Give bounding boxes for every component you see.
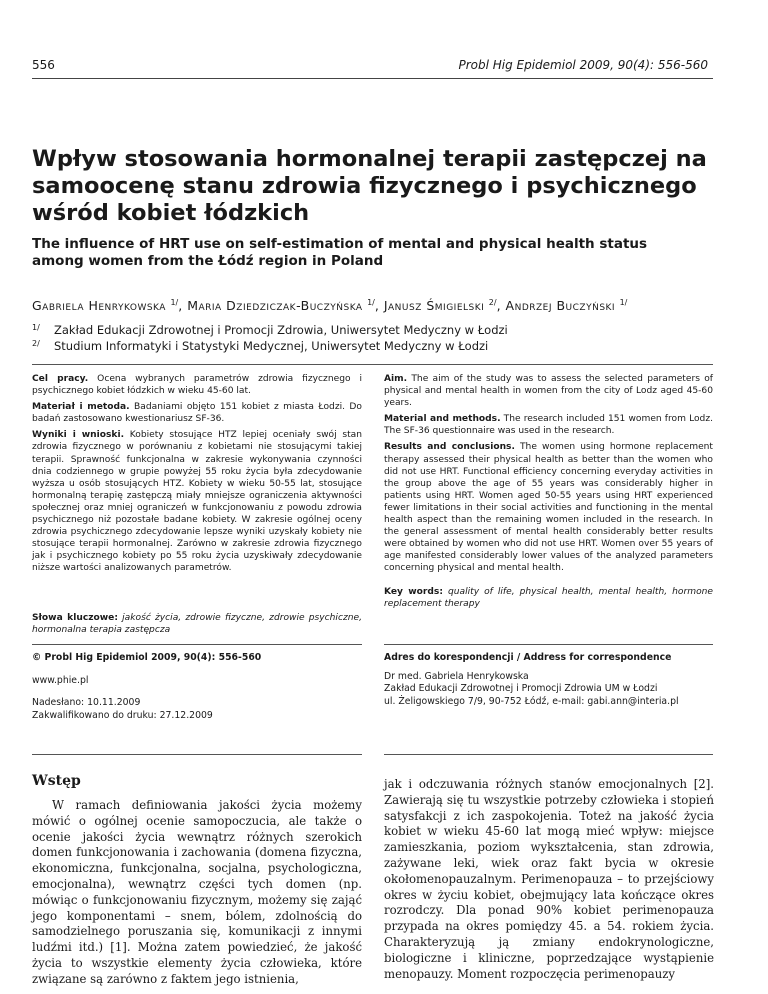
section-heading: Wstęp bbox=[32, 773, 81, 789]
keywords-english bbox=[384, 586, 713, 614]
affiliation-mark: 1/ bbox=[32, 323, 40, 332]
accepted-date: Zakwalifikowano do druku: 27.12.2009 bbox=[32, 709, 213, 721]
abstract-polish bbox=[32, 373, 362, 579]
author-affiliation-mark: 1/ bbox=[367, 298, 375, 307]
abstract-label: Cel pracy. bbox=[32, 374, 89, 384]
abstract-label: Material and methods. bbox=[384, 414, 501, 425]
meta-divider-left bbox=[32, 644, 362, 645]
abstract-text: The aim of the study was to assess the selected parameters of physical and mental health in women from the city of Lodz aged 45-60 years. bbox=[384, 374, 713, 409]
body-column-left bbox=[32, 798, 362, 988]
abstract-label: Wyniki i wnioski. bbox=[32, 430, 125, 441]
affiliation bbox=[32, 323, 508, 337]
body-divider-right bbox=[384, 754, 713, 755]
subtitle-line: The influence of HRT use on self-estimation of mental and physical health status bbox=[32, 236, 648, 252]
article-title bbox=[32, 146, 712, 227]
author-list: Gabriela Henrykowska $^{1/}$, Maria Dziedziczak-Buczyńska $^{1/}$, Janusz Śmigielski $^{2/}$, Andrzej Buczyński $^{1/}$ bbox=[32, 298, 628, 314]
affiliation-mark: 2/ bbox=[32, 339, 40, 348]
affiliation-text: Studium Informatyki i Statystyki Medycznej, Uniwersytet Medyczny w Łodzi bbox=[54, 339, 489, 353]
article-subtitle bbox=[32, 236, 722, 270]
abstract-top-divider bbox=[32, 364, 713, 365]
received-date: Nadesłano: 10.11.2009 bbox=[32, 697, 141, 708]
abstract-text: The women using hormone replacement therapy assessed their physical health as better than the women who did not use HRT. Functional efficiency concerning everyday activities in the group above the age of 55 years was considerably higher in patients using HRT. Women aged 50-55 years using HRT experienced fewer limitations in their social activities and functioning in the mental health aspect than the remaining women included in the research. In the general assessment of mental health considerably better results were obtained by women who did not use HRT. Women over 55 years of age manifested considerably lower values of the analyzed parameters concerning physical and mental health. bbox=[384, 442, 713, 574]
author-affiliation-mark: 1/ bbox=[170, 298, 179, 307]
abstract-label: Results and conclusions. bbox=[384, 442, 515, 453]
correspondence-address: ul. Żeligowskiego 7/9, 90-752 Łódź, e-mail: gabi.ann@interia.pl bbox=[384, 695, 679, 707]
keywords-label: Key words: bbox=[384, 587, 443, 597]
abstract-label: Materiał i metoda. bbox=[32, 402, 130, 413]
affiliation-text: Zakład Edukacji Zdrowotnej i Promocji Zdrowia, Uniwersytet Medyczny w Łodzi bbox=[54, 323, 508, 337]
subtitle-line: among women from the Łódź region in Poland bbox=[32, 253, 384, 269]
abstract-text: Badaniami objęto 151 kobiet z miasta Łodzi. Do badań zastosowano kwestionariusz SF-36. bbox=[32, 402, 362, 425]
title-line: wśród kobiet łódzkich bbox=[32, 200, 310, 226]
author-name: Maria Dziedziczak-Buczyńska bbox=[187, 298, 363, 314]
body-divider-left bbox=[32, 754, 362, 755]
publication-info bbox=[32, 652, 261, 722]
journal-reference: Probl Hig Epidemiol 2009, 90(4): 556-560 bbox=[458, 58, 708, 72]
abstract-text: The research included 151 women from Lodz. The SF-36 questionnaire was used in the research. bbox=[384, 414, 713, 437]
keywords-text: jakość życia, zdrowie fizyczne, zdrowie psychiczne, hormonalna terapia zastępcza bbox=[32, 613, 362, 636]
affiliation bbox=[32, 339, 488, 353]
page-number: 556 bbox=[32, 58, 55, 72]
abstract-text: Ocena wybranych parametrów zdrowia fizycznego i psychicznego kobiet łódzkich w wieku 45-60 lat. bbox=[32, 374, 362, 397]
meta-divider-right bbox=[384, 644, 713, 645]
abstract-label: Aim. bbox=[384, 374, 408, 384]
body-paragraph: jak i odczuwania różnych stanów emocjonalnych [2]. Zawierają się tu wszystkie potrzeby człowieka i stopień satysfakcji z ich zaspokojenia. Toteż na jakość życia kobiet w wieku 45-60 lat mogą mieć wpływ: miejsce zamieszkania, poziom wykształcenia, stan zdrowia, zażywane leki, wiek oraz fakt bycia w okresie okołomenopauzalnym. Perimenopauza – to przejściowy okres w życiu kobiet, obejmujący lata kończące okres rozrodczy. Dla ponad 90% kobiet perimenopauza przypada na okres pomiędzy 45. a 54. rokiem życia. Charakteryzują ją zmiany endokrynologiczne, biologiczne i kliniczne, poprzedzające wystąpienie menopauzy. Moment rozpoczęcia perimenopauzy bbox=[384, 777, 714, 981]
correspondence-heading: Adres do korespondencji / Address for correspondence bbox=[384, 652, 672, 663]
keywords-text: quality of life, physical health, mental health, hormone replacement therapy bbox=[384, 587, 713, 610]
author-affiliation-mark: 2/ bbox=[488, 298, 497, 307]
author-affiliation-mark: 1/ bbox=[619, 298, 628, 307]
correspondence-department: Zakład Edukacji Zdrowotnej i Promocji Zdrowia UM w Łodzi bbox=[384, 683, 658, 694]
author-name: Janusz Śmigielski bbox=[383, 298, 485, 314]
author-name: Gabriela Henrykowska bbox=[32, 298, 166, 314]
abstract-english bbox=[384, 373, 713, 579]
author-name: Andrzej Buczyński bbox=[505, 298, 616, 314]
header-divider bbox=[32, 78, 713, 79]
abstract-text: Kobiety stosujące HTZ lepiej oceniały swój stan zdrowia fizycznego w porównaniu z kobietami nie stosującymi takiej terapii. Sprawność funkcjonalna w zakresie wykonywania czynności dnia codziennego w grupie powyżej 55 roku życia była zdecydowanie wyższa u osób stosujących HTZ. Kobiety w wieku 50-55 lat, stosujące hormonalną terapię zastępczą miały mniejsze ograniczenia aktywności społecznej oraz mniej ograniczeń w funkcjonowaniu z powodu zdrowia psychicznego niż pozostałe badane kobiety. W zakresie ogólnej oceny zdrowia psychicznego zdecydowanie lepsze wyniki uzyskały kobiety nie stosujące terapii hormonalnej. Zarówno w zakresie zdrowia fizycznego jak i psychicznego kobiety po 55 roku życia uzyskiwały zdecydowanie niższe wartości analizowanych parametrów. bbox=[32, 430, 362, 574]
title-line: Wpływ stosowania hormonalnej terapii zastępczej na bbox=[32, 146, 707, 172]
keywords-polish bbox=[32, 612, 362, 640]
keywords-label: Słowa kluczowe: bbox=[32, 613, 118, 623]
correspondence-name: Dr med. Gabriela Henrykowska bbox=[384, 670, 529, 682]
journal-url[interactable]: www.phie.pl bbox=[32, 674, 89, 686]
correspondence-info bbox=[384, 652, 679, 708]
copyright-line: © Probl Hig Epidemiol 2009, 90(4): 556-560 bbox=[32, 652, 262, 663]
body-paragraph: W ramach definiowania jakości życia możemy mówić o ogólnej ocenie samopoczucia, ale także o ocenie jakości życia wewnątrz różnych szerokich domen funkcjonowania i zachowania (domena fizyczna, ekonomiczna, funkcjonalna, socjalna, psychologiczna, emocjonalna), wewnątrz części tych domen (np. mówiąc o funkcjonowaniu fizycznym, możemy się zająć jego komponentami – snem, bólem, zdolnością do samodzielnego poruszania się, komunikacji z innymi ludźmi itd.) [1]. Można zatem powiedzieć, że jakość życia to wszystkie elementy życia człowieka, które związane są zarówno z faktem jego istnienia, bbox=[32, 798, 362, 986]
body-column-right bbox=[384, 777, 714, 982]
title-line: samoocenę stanu zdrowia fizycznego i psychicznego bbox=[32, 173, 697, 199]
